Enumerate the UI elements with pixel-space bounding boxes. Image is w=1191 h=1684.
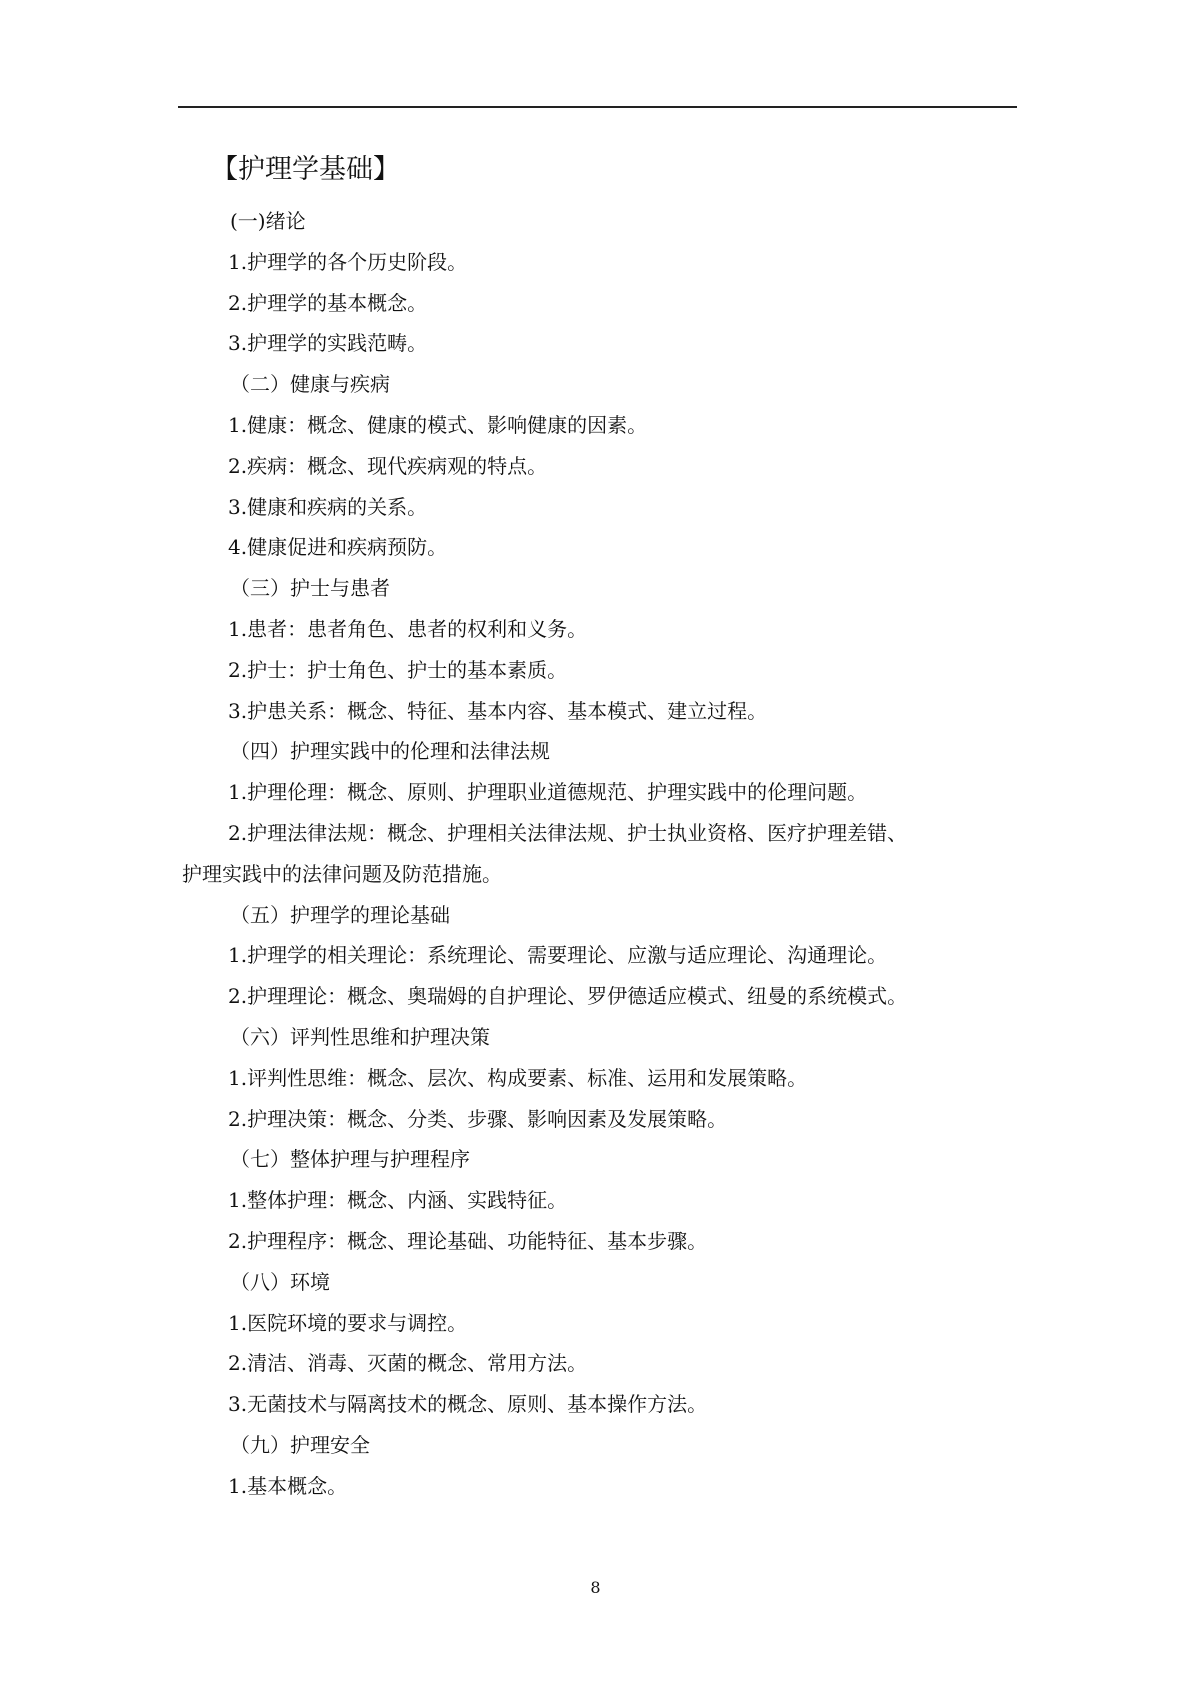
list-item: 4.健康促进和疾病预防。 [228, 535, 448, 560]
header-rule [178, 106, 1017, 108]
list-item: 1.基本概念。 [228, 1473, 348, 1498]
list-item: 1.评判性思维：概念、层次、构成要素、标准、运用和发展策略。 [228, 1065, 808, 1090]
page-title: 【护理学基础】 [211, 154, 400, 185]
section-heading: （四）护理实践中的伦理和法律法规 [230, 739, 550, 764]
list-item-continuation: 护理实践中的法律问题及防范措施。 [182, 861, 502, 886]
list-item: 1.护理伦理：概念、原则、护理职业道德规范、护理实践中的伦理问题。 [228, 780, 868, 805]
list-item: 2.护理法律法规：概念、护理相关法律法规、护士执业资格、医疗护理差错、 [228, 821, 908, 845]
list-item: 2.护理程序：概念、理论基础、功能特征、基本步骤。 [228, 1229, 708, 1253]
section-heading: （七）整体护理与护理程序 [230, 1147, 470, 1172]
list-item: 2.护理学的基本概念。 [228, 290, 428, 315]
list-item: 1.护理学的相关理论：系统理论、需要理论、应激与适应理论、沟通理论。 [228, 943, 888, 968]
list-item: 1.健康：概念、健康的模式、影响健康的因素。 [228, 413, 648, 437]
list-item: 3.护理学的实践范畴。 [228, 331, 428, 356]
list-item: 2.疾病：概念、现代疾病观的特点。 [228, 453, 548, 478]
list-item: 1.整体护理：概念、内涵、实践特征。 [228, 1188, 568, 1213]
list-item: 3.健康和疾病的关系。 [228, 494, 428, 519]
list-item: 3.无菌技术与隔离技术的概念、原则、基本操作方法。 [228, 1392, 708, 1417]
page-number: 8 [590, 1578, 601, 1597]
section-heading: （二）健康与疾病 [230, 372, 390, 397]
list-item: 2.护士：护士角色、护士的基本素质。 [228, 657, 568, 682]
section-heading: (一)绪论 [230, 209, 306, 233]
section-heading: （五）护理学的理论基础 [230, 902, 450, 927]
section-heading: （六）评判性思维和护理决策 [230, 1025, 490, 1049]
list-item: 1.医院环境的要求与调控。 [228, 1310, 468, 1335]
section-heading: （九）护理安全 [230, 1433, 370, 1457]
list-item: 1.护理学的各个历史阶段。 [228, 249, 468, 274]
section-heading: （三）护士与患者 [230, 576, 390, 601]
list-item: 1.患者：患者角色、患者的权利和义务。 [228, 617, 588, 641]
list-item: 3.护患关系：概念、特征、基本内容、基本模式、建立过程。 [228, 698, 768, 723]
list-item: 2.护理理论：概念、奥瑞姆的自护理论、罗伊德适应模式、纽曼的系统模式。 [228, 984, 908, 1009]
list-item: 2.清洁、消毒、灭菌的概念、常用方法。 [228, 1351, 588, 1376]
list-item: 2.护理决策：概念、分类、步骤、影响因素及发展策略。 [228, 1106, 728, 1131]
section-heading: （八）环境 [230, 1269, 330, 1294]
